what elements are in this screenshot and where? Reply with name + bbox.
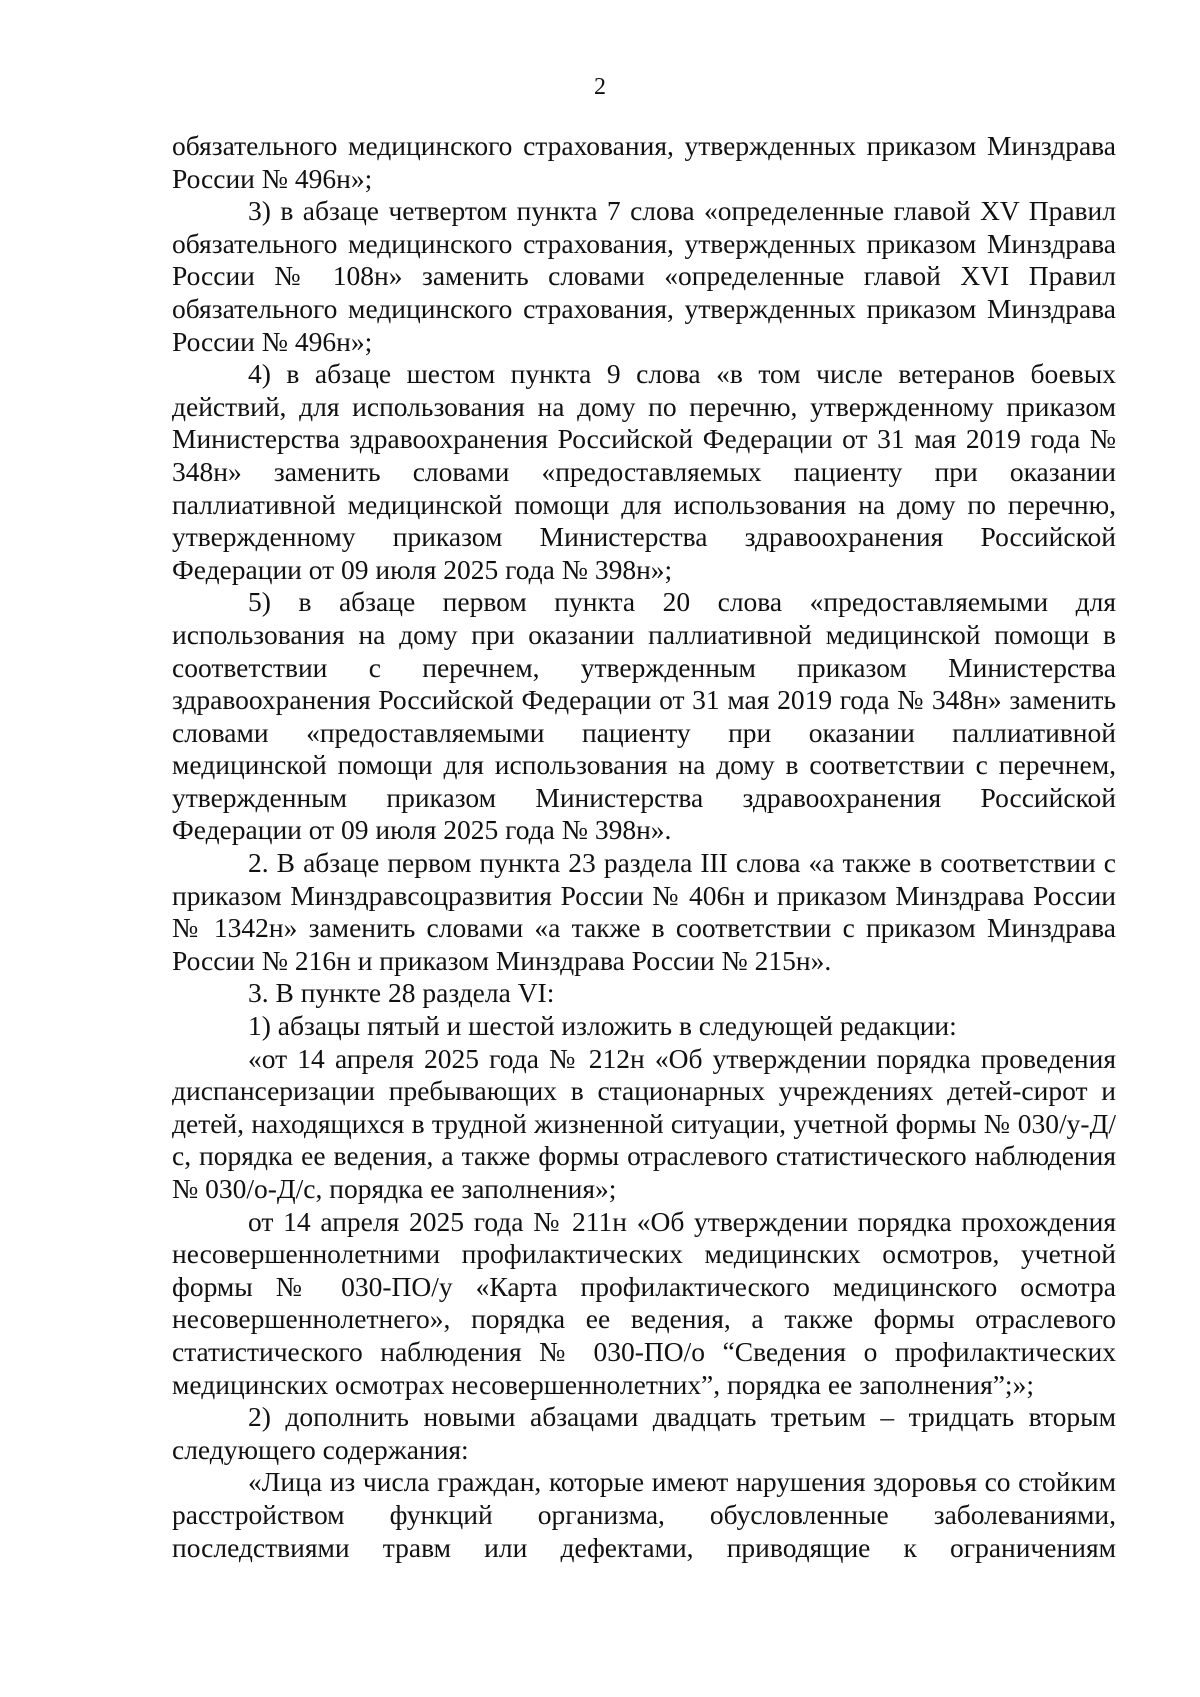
paragraph-continuation: обязательного медицинского страхования, утвержденных приказом Минздрава России № 496н»;	[172, 130, 1116, 194]
paragraph-order-211n: от 14 апреля 2025 года № 211н «Об утверждении порядка прохождения несовершеннолетними профилактических медицинских осмотров, учетной формы № 030-ПО/у «Карта профилактического медицинского осмотра несовершеннолетнего», порядка ее ведения, а также формы отраслевого статистического наблюдения № 030-ПО/о “Сведения о профилактических медицинских осмотрах несовершеннолетних”, порядка ее заполнения”;»;	[172, 1205, 1116, 1400]
page-number: 2	[594, 74, 606, 100]
paragraph-item-3: 3) в абзаце четвертом пункта 7 слова «определенные главой XV Правил обязательного медицинского страхования, утвержденных приказом Минздрава России № 108н» заменить словами «определенные главой XVI Правил обязательного медицинского страхования, утвержденных приказом Минздрава России № 496н»;	[172, 195, 1116, 357]
document-body	[172, 130, 1116, 1564]
paragraph-section-2: 2. В абзаце первом пункта 23 раздела III слова «а также в соответствии с приказом Минздравсоцразвития России № 406н и приказом Минздрава России № 1342н» заменить словами «а также в соответствии с приказом Минздрава России № 216н и приказом Минздрава России № 215н».	[172, 847, 1116, 976]
paragraph-subitem-2: 2) дополнить новыми абзацами двадцать третьим – тридцать вторым следующего содержания:	[172, 1401, 1116, 1465]
paragraph-order-212n: «от 14 апреля 2025 года № 212н «Об утверждении порядка проведения диспансеризации пребывающих в стационарных учреждениях детей-сирот и детей, находящихся в трудной жизненной ситуации, учетной формы № 030/у-Д/с, порядка ее ведения, а также формы отраслевого статистического наблюдения № 030/о-Д/с, порядка ее заполнения»;	[172, 1042, 1116, 1204]
paragraph-section-3: 3. В пункте 28 раздела VI:	[248, 977, 555, 1009]
paragraph-new-text: «Лица из числа граждан, которые имеют нарушения здоровья со стойким расстройством функций организма, обусловленные заболеваниями, последствиями травм или дефектами, приводящие к ограничениям	[172, 1466, 1116, 1563]
paragraph-item-5: 5) в абзаце первом пункта 20 слова «предоставляемыми для использования на дому при оказании паллиативной медицинской помощи в соответствии с перечнем, утвержденным приказом Министерства здравоохранения Российской Федерации от 31 мая 2019 года № 348н» заменить словами «предоставляемыми пациенту при оказании паллиативной медицинской помощи для использования на дому в соответствии с перечнем, утвержденным приказом Министерства здравоохранения Российской Федерации от 09 июля 2025 года № 398н».	[172, 586, 1116, 846]
paragraph-item-4: 4) в абзаце шестом пункта 9 слова «в том числе ветеранов боевых действий, для использования на дому по перечню, утвержденному приказом Министерства здравоохранения Российской Федерации от 31 мая 2019 года № 348н» заменить словами «предоставляемых пациенту при оказании паллиативной медицинской помощи для использования на дому по перечню, утвержденному приказом Министерства здравоохранения Российской Федерации от 09 июля 2025 года № 398н»;	[172, 358, 1116, 585]
paragraph-subitem-1: 1) абзацы пятый и шестой изложить в следующей редакции:	[248, 1010, 957, 1042]
